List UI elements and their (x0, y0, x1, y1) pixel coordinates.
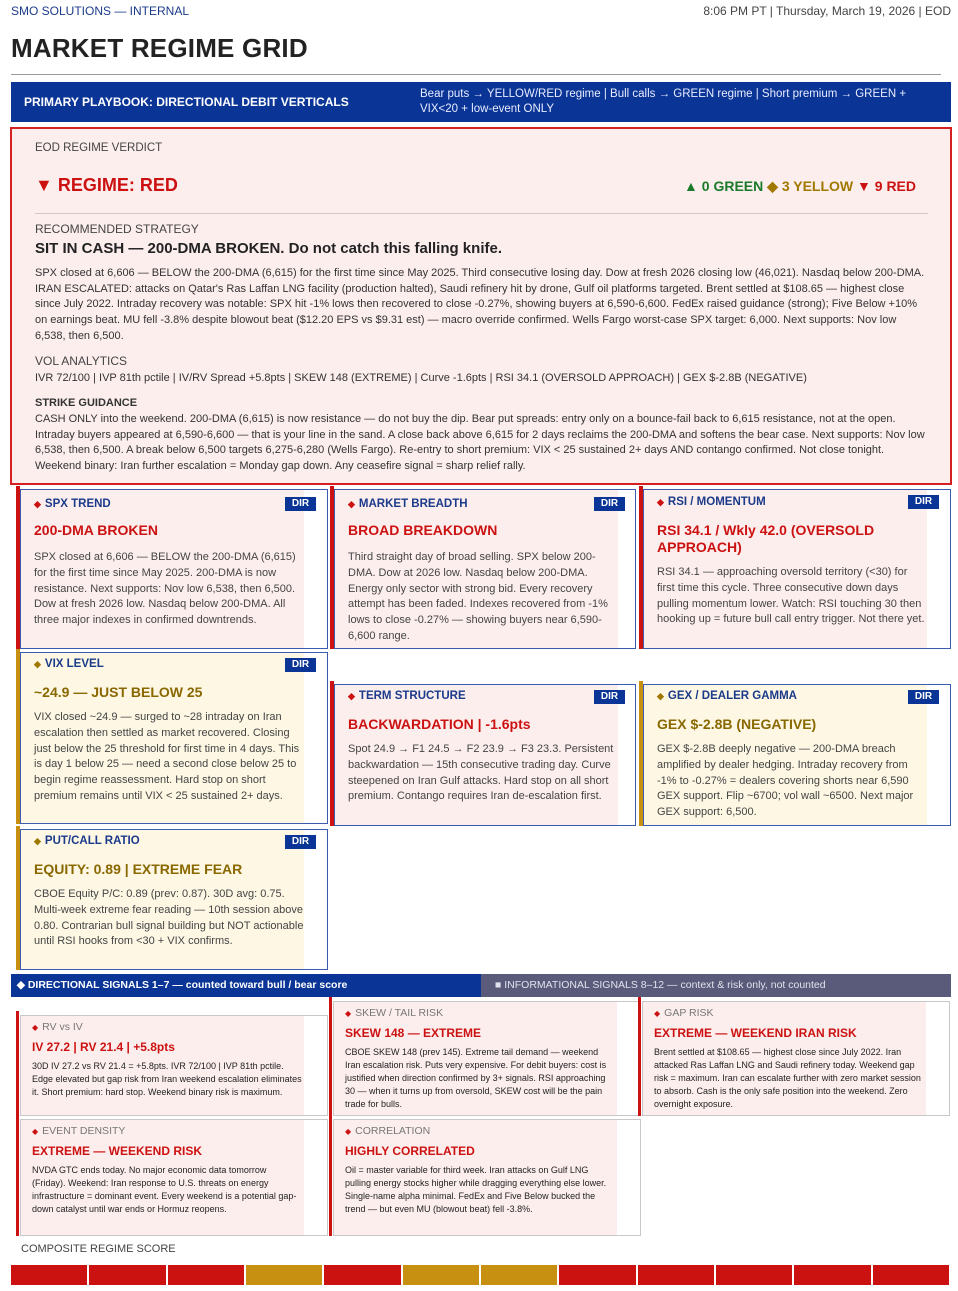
top-bar (11, 4, 951, 18)
status-stripe (16, 486, 20, 649)
card-title: RSI 34.1 / Wkly 42.0 (OVERSOLD APPROACH) (657, 522, 875, 555)
playbook-title: PRIMARY PLAYBOOK: DIRECTIONAL DEBIT VERTICALS (24, 95, 349, 109)
card-header (654, 1007, 714, 1019)
dir-badge: DIR (594, 497, 625, 511)
card-label: SKEW / TAIL RISK (355, 1007, 444, 1019)
composite-segment-red (324, 1265, 400, 1285)
strike-guidance-label: STRIKE GUIDANCE (35, 397, 138, 409)
status-stripe (639, 486, 643, 649)
card-title: HIGHLY CORRELATED (345, 1144, 475, 1158)
card-label: GEX / DEALER GAMMA (667, 690, 797, 702)
card-title: 200-DMA BROKEN (34, 522, 158, 538)
page-title: MARKET REGIME GRID (11, 33, 308, 63)
informational-signals-label (481, 974, 951, 997)
signal-card-put-call-ratio (20, 829, 328, 970)
composite-score-label: COMPOSITE REGIME SCORE (21, 1243, 176, 1255)
composite-segment-red (168, 1265, 244, 1285)
verdict-divider (35, 213, 928, 214)
green-count: 0 GREEN (701, 178, 764, 194)
card-header (348, 498, 468, 510)
card-body: SPX closed at 6,606 — BELOW the 200-DMA (6,615) for the first time since May 2025. 200-DMA is now resistance. Next supports: Nov low 6,538, then 6,500. Dow at fresh 2026 low. Nasdaq below 200-DMA. All three major indexes in confirmed downtrends. (34, 551, 296, 627)
dir-badge: DIR (285, 497, 316, 511)
diamond-icon: ◆ (32, 1023, 39, 1032)
card-body: GEX $-2.8B deeply negative — 200-DMA breach amplified by dealer hedging. Intraday recovery from -1% to -0.27% = dealers covering shorts near 6,590 GEX support. Flip ~6700; vol wall ~6500. Next major GEX support: 6,500. (657, 743, 914, 819)
card-body: Brent settled at $108.65 — highest close since July 2022. Iran attacked Ras Laffan LNG and Saudi refinery today. Weekend gap risk = maximum. Iran can escalate further with zero market session to absorb. Cash is the only safe position into the weekend. Zero overnight exposure. (654, 1047, 921, 1109)
card-label: MARKET BREADTH (358, 498, 468, 510)
composite-segment-yellow (246, 1265, 322, 1285)
title-divider (11, 74, 941, 75)
card-label: RV vs IV (42, 1021, 83, 1033)
card-header (657, 690, 797, 702)
card-body: Spot 24.9 → F1 24.5 → F2 23.9 → F3 23.3. Persistent backwardation — 15th consecutive trading day. Curve steepened on Iran Gulf attacks. Hard stop on all short premium. Contango requires Iran de-escalation first. (348, 743, 614, 803)
card-title: ~24.9 — JUST BELOW 25 (34, 684, 203, 700)
card-header (34, 835, 140, 847)
status-stripe (16, 1011, 19, 1116)
timestamp: 8:06 PM PT | Thursday, March 19, 2026 | EOD (703, 4, 951, 18)
diamond-icon: ◆ (32, 1127, 39, 1136)
card-body: Oil = master variable for third week. Iran attacks on Gulf LNG pulling energy stocks higher while dragging everything else lower. Single-name alpha minimal. FedEx and Five Below bucked the trend — but even MU (blowout beat) fell -3.8%. (345, 1165, 607, 1214)
diamond-icon: ◆ (345, 1127, 352, 1136)
informational-signals-text: INFORMATIONAL SIGNALS 8–12 — context & risk only, not counted (504, 979, 826, 991)
status-stripe (16, 649, 20, 824)
dir-badge: DIR (285, 835, 316, 849)
info-card-gap-risk (642, 1001, 950, 1116)
diamond-icon: ◆ (348, 691, 355, 701)
card-label: EVENT DENSITY (42, 1125, 126, 1137)
info-card-rv-vs-iv (20, 1015, 328, 1116)
info-card-correlation (333, 1119, 641, 1236)
status-stripe (329, 997, 332, 1116)
status-stripe (330, 681, 334, 826)
signal-card-market-breadth (334, 489, 636, 649)
card-title: EXTREME — WEEKEND RISK (32, 1144, 203, 1158)
composite-score-bar (11, 1265, 949, 1285)
composite-segment-red (716, 1265, 792, 1285)
card-body: NVDA GTC ends today. No major economic data tomorrow (Friday). Weekend: Iran response to U.S. threats on energy infrastructure = dominant event. Every weekend is a potential gap-down catalyst until war ends or Hormuz reopens. (32, 1165, 297, 1214)
recommended-title: SIT IN CASH — 200-DMA BROKEN. Do not catch this falling knife. (35, 240, 502, 257)
signal-card-gex-dealer-gamma (643, 684, 951, 826)
card-label: GAP RISK (664, 1007, 714, 1019)
card-title: EQUITY: 0.89 | EXTREME FEAR (34, 861, 243, 877)
card-header (34, 658, 104, 670)
dir-badge: DIR (594, 690, 625, 704)
card-body: Third straight day of broad selling. SPX below 200-DMA. Dow at 2026 low. Nasdaq below 200-DMA. Energy only sector with strong bid. Every recovery attempt has been faded. Indexes recovered from -1% lows to close -0.27% — showing buyers near 6,590-6,600 range. (348, 551, 608, 642)
info-card-skew-tail-risk (333, 1001, 641, 1116)
status-stripe (16, 826, 20, 970)
diamond-icon: ◆ (345, 1009, 352, 1018)
directional-signals-label (11, 974, 481, 997)
card-header (32, 1021, 83, 1033)
red-count: 9 RED (874, 178, 916, 194)
diamond-icon: ◆ (34, 499, 41, 509)
card-label: PUT/CALL RATIO (44, 835, 140, 847)
card-title: IV 27.2 | RV 21.4 | +5.8pts (32, 1040, 175, 1054)
card-header (34, 498, 111, 510)
card-label: TERM STRUCTURE (358, 690, 466, 702)
card-title: BROAD BREAKDOWN (348, 522, 498, 538)
verdict-label: EOD REGIME VERDICT (35, 142, 163, 154)
diamond-icon: ◆ (348, 499, 355, 509)
diamond-icon: ◆ (654, 1009, 661, 1018)
regime-verdict-panel (10, 127, 952, 485)
card-body: CBOE Equity P/C: 0.89 (prev: 0.87). 30D avg: 0.75. Multi-week extreme fear reading — 10th session above 0.80. Contrarian bull signal building but NOT actionable until RSI hooks from <30 + VIX confirms. (34, 888, 304, 948)
composite-segment-red (638, 1265, 714, 1285)
composite-segment-yellow (403, 1265, 479, 1285)
composite-segment-red (794, 1265, 870, 1285)
yellow-count: 3 YELLOW (781, 178, 854, 194)
dir-badge: DIR (908, 690, 939, 704)
signal-card-spx-trend (20, 489, 328, 649)
card-label: SPX TREND (44, 498, 111, 510)
regime-text: REGIME: RED (57, 175, 178, 195)
card-header (32, 1125, 125, 1137)
status-stripe (638, 997, 641, 1116)
card-label: RSI / MOMENTUM (667, 496, 766, 508)
card-title: EXTREME — WEEKEND IRAN RISK (654, 1026, 857, 1040)
verdict-body: SPX closed at 6,606 — BELOW the 200-DMA (6,615) for the first time since May 2025. Third consecutive losing day. Dow at fresh 2026 closing low (46,021). Nasdaq below 200-DMA. IRAN ESCALATED: attacks on Qatar's Ras Laffan LNG facility (production halted), Saudi refinery hit by drone, Gulf oil platforms targeted. Brent settled at $108.65 — highest close since July 2022. Intraday recovery was notable: SPX hit -1% lows then recovered to close -0.27%, showing buyers at 6,590-6,600. FedEx raised guidance (strong); Five Below +10% on earnings beat. MU fell -3.8% despite blowout beat ($12.20 EPS vs $9.31 est) — macro override confirmed. Wells Fargo worst-case SPX target: 6,000. Next supports: Nov low 6,538, then 6,500. (35, 267, 925, 342)
dir-badge: DIR (908, 495, 939, 509)
diamond-icon: ◆ (34, 836, 41, 846)
regime-status (35, 175, 178, 196)
status-stripe (16, 1115, 19, 1236)
card-body: RSI 34.1 — approaching oversold territory (<30) for first time this cycle. Three consecutive down days pulling momentum lower. Watch: RSI touching 30 then hooking up = future bull call entry trigger. Not there yet. (657, 566, 925, 626)
diamond-icon: ◆ (657, 691, 664, 701)
diamond-icon: ◆ (16, 979, 25, 991)
card-header (345, 1125, 430, 1137)
composite-segment-red (11, 1265, 87, 1285)
card-header (657, 496, 766, 508)
playbook-banner (11, 82, 951, 122)
diamond-icon: ◆ (34, 659, 41, 669)
card-header (348, 690, 466, 702)
card-label: VIX LEVEL (44, 658, 104, 670)
red-down-icon: ▼ (857, 178, 871, 194)
playbook-note: Bear puts → YELLOW/RED regime | Bull calls → GREEN regime | Short premium → GREEN + VIX<20 + low-event ONLY (420, 88, 907, 115)
composite-segment-red (89, 1265, 165, 1285)
vol-analytics-text: IVR 72/100 | IVP 81th pctile | IV/RV Spread +5.8pts | SKEW 148 (EXTREME) | Curve -1.6pts | RSI 34.1 (OVERSOLD APPROACH) | GEX $-2.8B (NEGATIVE) (35, 372, 807, 384)
signal-category-bar (11, 974, 951, 997)
card-body: CBOE SKEW 148 (prev 145). Extreme tail demand — weekend Iran escalation risk. Puts very expensive. For debit buyers: cost is justified when direction confirmed by 3+ signals. RSI approaching 30 — when it turns up from oversold, SKEW cost will be the pain trade for bulls. (345, 1047, 607, 1109)
info-card-event-density (20, 1119, 328, 1236)
strike-guidance-text: CASH ONLY into the weekend. 200-DMA (6,615) is now resistance — do not buy the dip. Bear put spreads: entry only on a bounce-fail back to 6,615 resistance, not at the open. Intraday buyers appeared at 6,590-6,600 — that is your line in the sand. A close back above 6,615 for 2 days reclaims the 200-DMA and softens the bear case. Next supports: Nov low 6,538, then 6,500. A break below 6,500 targets 6,275-6,280 (Wells Fargo). Re-entry to short premium: VIX < 25 sustained 2+ days AND contango confirmed. Not close tonight. Weekend binary: Iran further escalation = Monday gap down. Any ceasefire signal = sharp relief rally. (35, 413, 925, 472)
status-stripe (639, 681, 643, 826)
yellow-diamond-icon: ◆ (767, 178, 778, 194)
composite-segment-yellow (481, 1265, 557, 1285)
square-icon: ■ (495, 979, 502, 991)
vol-analytics-label: VOL ANALYTICS (35, 354, 128, 368)
signal-counts (684, 178, 916, 195)
directional-signals-text: DIRECTIONAL SIGNALS 1–7 — counted toward bull / bear score (27, 979, 348, 991)
dir-badge: DIR (285, 658, 316, 672)
card-title: SKEW 148 — EXTREME (345, 1026, 482, 1040)
signal-card-rsi-momentum (643, 489, 951, 649)
recommended-label: RECOMMENDED STRATEGY (35, 222, 199, 236)
card-header (345, 1007, 443, 1019)
card-title: BACKWARDATION | -1.6pts (348, 716, 531, 732)
org-label: SMO SOLUTIONS — INTERNAL (11, 4, 190, 18)
status-stripe (329, 1115, 332, 1236)
card-body: VIX closed ~24.9 — surged to ~28 intraday on Iran escalation then settled as market recovered. Closing just below the 25 threshold for first time in 4 days. This is day 1 below 25 — need a second close below 25 to begin regime reassessment. Hard stop on short premium remains until VIX < 25 sustained 2+ days. (34, 711, 300, 802)
signal-card-term-structure (334, 684, 636, 826)
regime-down-icon: ▼ (35, 175, 53, 195)
diamond-icon: ◆ (657, 497, 664, 507)
composite-segment-red (559, 1265, 635, 1285)
card-label: CORRELATION (355, 1125, 431, 1137)
green-up-icon: ▲ (684, 178, 698, 194)
card-title: GEX $-2.8B (NEGATIVE) (657, 716, 817, 732)
status-stripe (330, 486, 334, 649)
card-body: 30D IV 27.2 vs RV 21.4 = +5.8pts. IVR 72/100 | IVP 81th pctile. Edge elevated but gap risk from Iran weekend escalation eliminates it. Short premium: hard stop. Weekend binary risk is maximum. (32, 1061, 302, 1097)
composite-segment-red (873, 1265, 949, 1285)
signal-card-vix-level (20, 652, 328, 824)
